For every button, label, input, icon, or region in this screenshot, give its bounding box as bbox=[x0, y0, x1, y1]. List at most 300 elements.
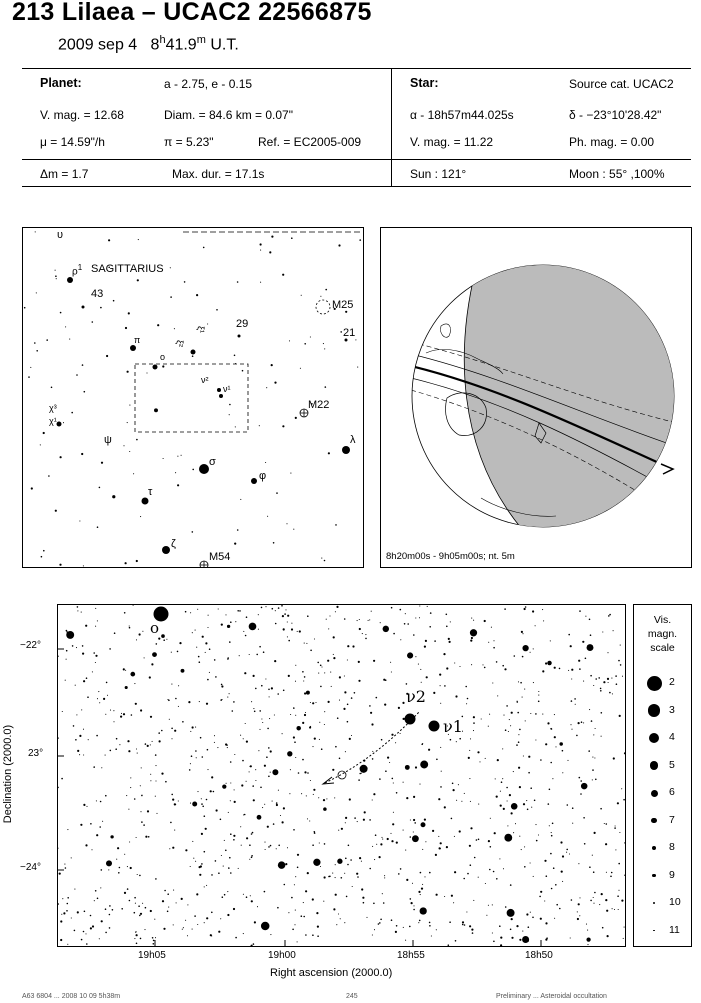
field-star bbox=[83, 931, 85, 933]
field-star bbox=[266, 756, 268, 758]
field-star bbox=[618, 863, 620, 865]
field-star bbox=[496, 661, 498, 663]
orbit-elements: a - 2.75, e - 0.15 bbox=[164, 77, 253, 91]
field-star bbox=[285, 863, 287, 865]
field-star bbox=[543, 620, 544, 621]
field-star bbox=[519, 939, 521, 941]
field-star bbox=[246, 837, 248, 839]
field-star bbox=[545, 939, 547, 941]
field-star bbox=[413, 909, 415, 911]
field-star bbox=[471, 637, 473, 639]
field-star bbox=[307, 818, 308, 819]
field-star bbox=[230, 833, 232, 835]
field-star bbox=[291, 628, 293, 630]
field-star bbox=[249, 654, 250, 655]
star-lambda bbox=[342, 446, 350, 454]
field-star bbox=[90, 915, 92, 917]
field-star bbox=[496, 878, 498, 880]
field-star bbox=[623, 799, 625, 801]
field-star bbox=[535, 739, 536, 740]
scale-mag-label: 11 bbox=[669, 923, 680, 936]
field-star bbox=[469, 778, 470, 779]
field-star bbox=[419, 605, 420, 606]
field-star bbox=[462, 921, 464, 923]
field-star bbox=[335, 894, 337, 896]
field-star bbox=[391, 840, 393, 842]
field-star bbox=[170, 822, 172, 824]
field-star bbox=[211, 935, 212, 936]
field-star bbox=[522, 697, 523, 698]
field-star bbox=[359, 773, 361, 775]
field-star bbox=[171, 728, 173, 730]
field-star bbox=[169, 848, 170, 849]
field-star bbox=[183, 927, 184, 928]
field-star bbox=[317, 662, 319, 664]
field-star bbox=[234, 355, 236, 357]
field-star bbox=[578, 863, 579, 864]
field-star bbox=[81, 612, 82, 613]
field-star bbox=[476, 839, 478, 841]
field-star bbox=[381, 739, 383, 741]
field-star bbox=[123, 668, 125, 670]
magnitude-scale bbox=[633, 604, 692, 947]
field-star bbox=[554, 714, 555, 715]
label-43: 43 bbox=[91, 288, 104, 300]
field-star bbox=[621, 900, 623, 902]
field-star bbox=[538, 701, 540, 703]
field-star bbox=[559, 908, 561, 910]
field-star bbox=[350, 859, 352, 861]
field-star bbox=[455, 695, 457, 697]
field-star bbox=[220, 918, 221, 919]
time-range-caption: 8h20m00s - 9h05m00s; nt. 5m bbox=[386, 551, 515, 562]
field-star bbox=[528, 772, 530, 774]
field-star bbox=[285, 609, 286, 610]
field-star bbox=[340, 331, 342, 333]
field-star bbox=[157, 324, 159, 326]
field-star bbox=[56, 278, 57, 279]
field-star bbox=[266, 387, 267, 388]
field-star bbox=[303, 916, 305, 918]
field-star bbox=[276, 492, 278, 494]
field-star bbox=[481, 718, 482, 719]
field-star bbox=[359, 239, 361, 241]
field-star bbox=[124, 612, 126, 614]
field-star bbox=[333, 654, 334, 655]
field-star bbox=[58, 787, 59, 789]
field-star bbox=[141, 821, 143, 823]
field-star bbox=[580, 780, 582, 782]
field-star bbox=[371, 723, 373, 725]
field-star bbox=[328, 628, 329, 629]
field-star bbox=[570, 937, 571, 938]
field-star bbox=[348, 845, 350, 847]
field-star bbox=[204, 851, 206, 853]
field-star bbox=[283, 628, 285, 630]
field-star bbox=[245, 723, 246, 724]
field-star bbox=[571, 899, 573, 901]
field-star bbox=[607, 652, 608, 653]
field-star bbox=[347, 864, 349, 866]
field-star bbox=[129, 627, 131, 629]
field-star bbox=[239, 655, 240, 656]
field-star bbox=[100, 307, 102, 309]
field-star bbox=[271, 364, 273, 366]
field-star bbox=[595, 779, 597, 781]
field-star bbox=[223, 866, 224, 867]
field-star bbox=[524, 846, 525, 847]
field-star bbox=[128, 809, 129, 810]
field-star bbox=[269, 696, 270, 697]
field-star bbox=[478, 839, 480, 841]
field-star bbox=[518, 734, 519, 735]
field-star bbox=[100, 801, 102, 803]
field-star bbox=[347, 645, 349, 647]
field-star bbox=[255, 769, 256, 770]
field-star bbox=[516, 925, 518, 927]
field-star bbox=[233, 835, 235, 837]
field-star bbox=[65, 867, 67, 869]
field-star bbox=[297, 941, 298, 942]
field-star bbox=[73, 725, 75, 727]
field-star bbox=[234, 801, 236, 803]
field-star bbox=[225, 850, 227, 852]
field-star bbox=[392, 778, 394, 780]
field-star bbox=[267, 826, 269, 828]
field-star bbox=[63, 912, 65, 914]
field-star bbox=[265, 606, 266, 607]
field-star bbox=[470, 640, 472, 642]
planet-diameter: Diam. = 84.6 km = 0.07" bbox=[164, 108, 293, 122]
field-star bbox=[328, 876, 330, 878]
asteroid-path-arrowhead bbox=[323, 777, 334, 784]
field-star bbox=[227, 891, 228, 892]
field-star bbox=[579, 915, 580, 916]
field-star bbox=[440, 685, 441, 686]
field-star bbox=[545, 662, 547, 664]
field-star bbox=[215, 676, 217, 678]
field-star bbox=[221, 684, 223, 686]
field-star bbox=[294, 924, 295, 925]
field-star bbox=[67, 944, 68, 945]
field-star bbox=[477, 751, 479, 753]
field-star bbox=[398, 873, 400, 875]
field-star bbox=[130, 777, 131, 778]
field-star bbox=[624, 752, 625, 754]
field-star bbox=[336, 606, 338, 608]
field-star bbox=[171, 738, 172, 739]
field-star bbox=[615, 825, 616, 826]
field-star bbox=[425, 841, 426, 842]
field-star bbox=[268, 776, 270, 778]
field-star bbox=[259, 646, 261, 648]
field-star bbox=[189, 769, 191, 771]
field-star bbox=[326, 619, 327, 620]
field-star bbox=[591, 720, 593, 722]
field-star bbox=[583, 681, 584, 682]
field-star bbox=[261, 922, 270, 931]
field-star bbox=[406, 683, 408, 685]
field-star bbox=[79, 754, 80, 755]
field-star bbox=[93, 766, 95, 768]
field-star bbox=[577, 918, 579, 920]
field-star bbox=[360, 765, 368, 773]
field-star bbox=[166, 639, 167, 640]
field-star bbox=[81, 709, 82, 710]
field-star bbox=[307, 615, 309, 617]
field-star bbox=[302, 759, 304, 761]
field-star bbox=[469, 750, 470, 751]
field-star bbox=[376, 844, 377, 845]
field-star bbox=[507, 909, 515, 917]
field-star bbox=[30, 367, 31, 368]
photo-mag: Ph. mag. = 0.00 bbox=[569, 135, 655, 149]
field-star bbox=[467, 873, 469, 875]
field-star bbox=[593, 685, 594, 686]
field-star bbox=[138, 239, 139, 240]
table-bottom-rule bbox=[22, 186, 691, 187]
field-star bbox=[510, 725, 511, 726]
field-star bbox=[615, 675, 617, 677]
field-star bbox=[607, 678, 609, 680]
time-scale: U.T. bbox=[205, 36, 239, 54]
field-star bbox=[95, 608, 96, 609]
field-star bbox=[312, 702, 314, 704]
field-star bbox=[136, 837, 137, 838]
star-ra: α - 18h57m44.025s bbox=[410, 108, 514, 122]
field-star bbox=[595, 678, 597, 680]
field-star bbox=[513, 832, 514, 833]
field-star bbox=[505, 729, 507, 731]
table-divider bbox=[391, 68, 392, 186]
field-star bbox=[150, 780, 151, 781]
field-star bbox=[84, 911, 86, 913]
field-star bbox=[493, 871, 495, 873]
field-star bbox=[190, 612, 191, 613]
field-star bbox=[125, 562, 127, 564]
field-star bbox=[258, 614, 259, 615]
field-star bbox=[594, 892, 596, 894]
field-star bbox=[374, 859, 375, 860]
field-star bbox=[150, 716, 152, 718]
field-star bbox=[124, 892, 126, 894]
field-star bbox=[264, 804, 265, 805]
field-star bbox=[332, 769, 334, 771]
field-star bbox=[192, 469, 194, 471]
field-star bbox=[358, 779, 360, 781]
field-star bbox=[306, 691, 310, 695]
field-star bbox=[271, 236, 273, 238]
field-star bbox=[193, 858, 194, 859]
field-star bbox=[293, 736, 295, 738]
field-star bbox=[390, 662, 391, 663]
field-star bbox=[139, 915, 141, 917]
star-43 bbox=[82, 306, 85, 309]
label-psi: ψ bbox=[104, 434, 112, 446]
field-star bbox=[138, 905, 140, 907]
scale-dot bbox=[653, 930, 654, 931]
scale-dot bbox=[653, 902, 655, 904]
field-star bbox=[76, 714, 77, 715]
field-star bbox=[58, 738, 59, 739]
field-star bbox=[211, 776, 213, 778]
field-star bbox=[127, 888, 129, 890]
field-star bbox=[338, 913, 339, 914]
field-star bbox=[213, 791, 215, 793]
field-star bbox=[278, 607, 280, 609]
field-star bbox=[274, 660, 276, 662]
field-star bbox=[405, 940, 406, 941]
field-star bbox=[333, 908, 335, 910]
field-star bbox=[290, 769, 291, 770]
field-star bbox=[344, 691, 346, 693]
field-star bbox=[452, 783, 454, 785]
field-star bbox=[218, 872, 220, 874]
field-star bbox=[187, 935, 188, 936]
label-rho bbox=[72, 263, 82, 277]
field-star bbox=[324, 672, 325, 673]
field-star bbox=[195, 861, 196, 862]
field-star bbox=[233, 839, 235, 841]
field-star bbox=[551, 832, 552, 833]
field-star bbox=[165, 781, 167, 783]
field-star bbox=[393, 812, 394, 813]
field-star bbox=[102, 821, 103, 822]
field-star bbox=[128, 312, 130, 314]
field-star bbox=[474, 857, 476, 859]
label-lambda: λ bbox=[350, 434, 356, 446]
field-star bbox=[295, 715, 296, 716]
label-nu2-star: ν2 bbox=[406, 687, 426, 706]
field-star bbox=[192, 355, 194, 357]
field-star bbox=[616, 683, 618, 685]
field-star bbox=[424, 819, 426, 821]
field-star bbox=[147, 745, 149, 747]
field-star bbox=[363, 819, 365, 821]
field-star bbox=[506, 787, 508, 789]
field-star bbox=[320, 665, 322, 667]
field-star bbox=[246, 616, 248, 618]
field-star bbox=[131, 714, 133, 716]
field-star bbox=[224, 894, 226, 896]
field-star bbox=[459, 666, 460, 667]
field-star bbox=[171, 794, 173, 796]
field-star bbox=[359, 628, 361, 630]
footer-left: A63 6804 ... 2008 10 09 5h38m bbox=[22, 993, 121, 1000]
field-star bbox=[488, 726, 489, 727]
field-star bbox=[393, 782, 394, 783]
moon-info: Moon : 55° ,100% bbox=[569, 167, 665, 181]
field-star bbox=[240, 735, 241, 736]
field-star bbox=[207, 627, 208, 628]
field-star bbox=[440, 786, 442, 788]
field-star bbox=[72, 645, 74, 647]
field-star bbox=[176, 902, 177, 903]
field-star bbox=[621, 788, 622, 789]
field-star bbox=[261, 718, 262, 719]
field-star bbox=[63, 422, 64, 423]
field-star bbox=[95, 890, 97, 892]
field-star bbox=[91, 849, 92, 850]
event-hour: 8 bbox=[150, 36, 160, 54]
field-star bbox=[270, 934, 271, 935]
field-star bbox=[192, 802, 197, 807]
field-star bbox=[76, 647, 77, 648]
field-star bbox=[77, 750, 79, 752]
field-star bbox=[294, 884, 295, 885]
field-star bbox=[43, 550, 45, 552]
field-star bbox=[382, 893, 383, 894]
field-star bbox=[446, 667, 448, 669]
field-star bbox=[190, 763, 191, 764]
field-star bbox=[530, 713, 531, 714]
field-star bbox=[170, 296, 172, 298]
field-star bbox=[140, 811, 141, 812]
field-star bbox=[136, 439, 138, 441]
field-star bbox=[615, 849, 616, 850]
x-tick-18h55: 18h55 bbox=[397, 950, 425, 961]
label-m25: M25 bbox=[332, 299, 354, 311]
field-star bbox=[228, 812, 229, 813]
field-star bbox=[80, 824, 82, 826]
field-star bbox=[526, 800, 527, 801]
field-star bbox=[58, 656, 59, 657]
field-star bbox=[499, 925, 501, 927]
field-star bbox=[171, 652, 172, 653]
field-star bbox=[159, 740, 161, 742]
field-star bbox=[485, 758, 486, 759]
y-tick-22: −22° bbox=[20, 640, 41, 651]
field-star bbox=[589, 619, 591, 621]
field-star bbox=[140, 913, 142, 915]
field-star bbox=[135, 903, 136, 904]
field-star bbox=[264, 842, 265, 843]
field-star bbox=[206, 703, 208, 705]
field-star bbox=[208, 615, 209, 616]
field-star bbox=[283, 690, 285, 692]
field-star bbox=[533, 682, 534, 683]
field-star bbox=[313, 789, 315, 791]
field-star bbox=[453, 789, 455, 791]
field-star bbox=[522, 633, 523, 634]
field-star bbox=[200, 737, 202, 739]
field-star bbox=[358, 680, 360, 682]
field-star bbox=[105, 714, 106, 715]
field-star bbox=[577, 911, 578, 912]
field-star bbox=[467, 698, 469, 700]
field-star bbox=[542, 714, 543, 715]
field-star bbox=[440, 747, 441, 748]
field-star bbox=[257, 906, 258, 907]
field-star bbox=[593, 903, 594, 904]
field-star bbox=[278, 845, 280, 847]
field-star bbox=[490, 846, 492, 848]
field-star bbox=[289, 793, 290, 794]
field-star bbox=[140, 938, 142, 940]
label-tau: τ bbox=[148, 486, 153, 498]
field-star bbox=[579, 777, 581, 779]
x-tick-18h50: 18h50 bbox=[525, 950, 553, 961]
label-upsilon: υ bbox=[57, 229, 64, 241]
field-star bbox=[530, 787, 532, 789]
field-star bbox=[458, 784, 459, 785]
field-star bbox=[288, 912, 289, 913]
field-star bbox=[99, 702, 100, 703]
field-star bbox=[555, 884, 557, 886]
field-star bbox=[75, 685, 76, 686]
field-star bbox=[613, 757, 615, 759]
field-star bbox=[163, 639, 165, 641]
